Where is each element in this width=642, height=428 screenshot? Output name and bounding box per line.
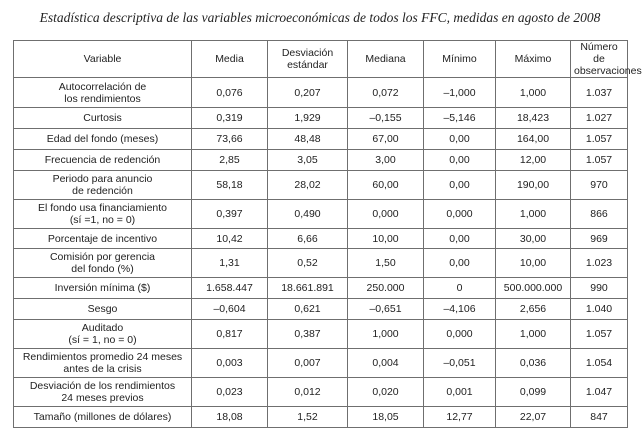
table-row xyxy=(14,229,628,249)
table-cell: 866 xyxy=(571,200,628,229)
row-label: Inversión mínima ($) xyxy=(14,278,192,299)
table-cell: 0,000 xyxy=(348,200,424,229)
table-cell: 12,00 xyxy=(496,150,571,171)
table-cell: 0,52 xyxy=(268,249,348,278)
table-cell: 0,072 xyxy=(348,78,424,108)
table-cell: 0,319 xyxy=(192,108,268,129)
table-cell: 1,000 xyxy=(496,78,571,108)
statistics-table xyxy=(13,40,642,428)
header-row xyxy=(14,41,628,78)
table-cell: 0,00 xyxy=(424,129,496,150)
table-cell: –0,051 xyxy=(424,349,496,378)
table-cell: 0,000 xyxy=(424,320,496,349)
table-cell: 0,076 xyxy=(192,78,268,108)
row-label: Comisión por gerencia del fondo (%) xyxy=(14,249,192,278)
table-cell: 1.054 xyxy=(571,349,628,378)
table-cell: 1.057 xyxy=(571,150,628,171)
table-cell: 0,387 xyxy=(268,320,348,349)
table-row xyxy=(14,299,628,320)
table-cell: 1.027 xyxy=(571,108,628,129)
table-row xyxy=(14,249,628,278)
table-caption: Estadística descriptiva de las variables microeconómicas de todos los FFC, medidas en agosto de 2008 xyxy=(39,10,601,25)
row-label: El fondo usa financiamiento (sí =1, no = 0) xyxy=(14,200,192,229)
table-cell: 164,00 xyxy=(496,129,571,150)
table-cell: 0,00 xyxy=(424,229,496,249)
table-cell: 0,490 xyxy=(268,200,348,229)
column-header: Número de observaciones xyxy=(571,41,628,78)
table-cell: –5,146 xyxy=(424,108,496,129)
table-cell: 1,929 xyxy=(268,108,348,129)
table-cell: 0,036 xyxy=(496,349,571,378)
table-cell: 969 xyxy=(571,229,628,249)
table-cell: 10,00 xyxy=(348,229,424,249)
column-header: Variable xyxy=(14,41,192,78)
table-row xyxy=(14,378,628,407)
table-row xyxy=(14,171,628,200)
table-cell: 1.047 xyxy=(571,378,628,407)
table-cell: 12,77 xyxy=(424,407,496,428)
table-cell: 18.661.891 xyxy=(268,278,348,299)
table-cell: 0,397 xyxy=(192,200,268,229)
table-cell: 0,001 xyxy=(424,378,496,407)
table-cell: 0,00 xyxy=(424,150,496,171)
row-label: Curtosis xyxy=(14,108,192,129)
column-header: Mínimo xyxy=(424,41,496,78)
table-cell: 1,000 xyxy=(348,320,424,349)
table-cell: 0,00 xyxy=(424,171,496,200)
table-cell: –1,000 xyxy=(424,78,496,108)
table-cell: 1.040 xyxy=(571,299,628,320)
table-cell: 1.658.447 xyxy=(192,278,268,299)
table-row xyxy=(14,129,628,150)
table-cell: 1.023 xyxy=(571,249,628,278)
table-cell: –0,604 xyxy=(192,299,268,320)
table-row xyxy=(14,108,628,129)
table-cell: 2,656 xyxy=(496,299,571,320)
table-header xyxy=(14,41,642,78)
column-header: Desviación estándar xyxy=(268,41,348,78)
table-cell: –4,106 xyxy=(424,299,496,320)
row-label: Auditado (sí = 1, no = 0) xyxy=(14,320,192,349)
table-cell: 1.057 xyxy=(571,129,628,150)
table-cell: 67,00 xyxy=(348,129,424,150)
row-label: Autocorrelación de los rendimientos xyxy=(14,78,192,108)
table-cell: 990 xyxy=(571,278,628,299)
table-cell: 0,004 xyxy=(348,349,424,378)
table-cell: 73,66 xyxy=(192,129,268,150)
table-cell: 0,020 xyxy=(348,378,424,407)
table-cell: 18,423 xyxy=(496,108,571,129)
table-cell: 847 xyxy=(571,407,628,428)
table-cell: 0,207 xyxy=(268,78,348,108)
table-cell: 18,08 xyxy=(192,407,268,428)
table-cell: 10,00 xyxy=(496,249,571,278)
table-cell: 0,099 xyxy=(496,378,571,407)
table-cell: 1,50 xyxy=(348,249,424,278)
table-cell: 0,007 xyxy=(268,349,348,378)
table-row xyxy=(14,278,628,299)
row-label: Edad del fondo (meses) xyxy=(14,129,192,150)
table-cell: 1,000 xyxy=(496,320,571,349)
table-cell: 0,817 xyxy=(192,320,268,349)
table-cell: 0,003 xyxy=(192,349,268,378)
row-label: Porcentaje de incentivo xyxy=(14,229,192,249)
table-cell: 1,52 xyxy=(268,407,348,428)
table-cell: 48,48 xyxy=(268,129,348,150)
table-cell: 0 xyxy=(424,278,496,299)
column-header: Máximo xyxy=(496,41,571,78)
table-cell: 1.037 xyxy=(571,78,628,108)
table-row xyxy=(14,78,628,108)
table-row xyxy=(14,150,628,171)
table-cell: –0,651 xyxy=(348,299,424,320)
table-cell: 3,00 xyxy=(348,150,424,171)
table-cell: 6,66 xyxy=(268,229,348,249)
table-cell: 1,000 xyxy=(496,200,571,229)
table-cell: 18,05 xyxy=(348,407,424,428)
table-cell: 0,000 xyxy=(424,200,496,229)
row-label: Tamaño (millones de dólares) xyxy=(14,407,192,428)
table-cell: –0,155 xyxy=(348,108,424,129)
row-label: Sesgo xyxy=(14,299,192,320)
table-cell: 30,00 xyxy=(496,229,571,249)
table-cell: 1.057 xyxy=(571,320,628,349)
table-cell: 1,31 xyxy=(192,249,268,278)
table-body xyxy=(14,78,628,428)
table-cell: 28,02 xyxy=(268,171,348,200)
table-cell: 250.000 xyxy=(348,278,424,299)
table-cell: 10,42 xyxy=(192,229,268,249)
row-label: Desviación de los rendimientos 24 meses previos xyxy=(14,378,192,407)
table-row xyxy=(14,320,628,349)
table-row xyxy=(14,349,628,378)
table-cell: 0,012 xyxy=(268,378,348,407)
row-label: Frecuencia de redención xyxy=(14,150,192,171)
table-row xyxy=(14,407,628,428)
table-cell: 190,00 xyxy=(496,171,571,200)
table-cell: 970 xyxy=(571,171,628,200)
row-label: Periodo para anuncio de redención xyxy=(14,171,192,200)
table-cell: 22,07 xyxy=(496,407,571,428)
table-row xyxy=(14,200,628,229)
row-label: Rendimientos promedio 24 meses antes de la crisis xyxy=(14,349,192,378)
column-header: Media xyxy=(192,41,268,78)
table-cell: 0,621 xyxy=(268,299,348,320)
table-cell: 58,18 xyxy=(192,171,268,200)
table-cell: 500.000.000 xyxy=(496,278,571,299)
table-cell: 0,023 xyxy=(192,378,268,407)
table-cell: 0,00 xyxy=(424,249,496,278)
table-cell: 3,05 xyxy=(268,150,348,171)
table-cell: 2,85 xyxy=(192,150,268,171)
column-header: Mediana xyxy=(348,41,424,78)
table-cell: 60,00 xyxy=(348,171,424,200)
